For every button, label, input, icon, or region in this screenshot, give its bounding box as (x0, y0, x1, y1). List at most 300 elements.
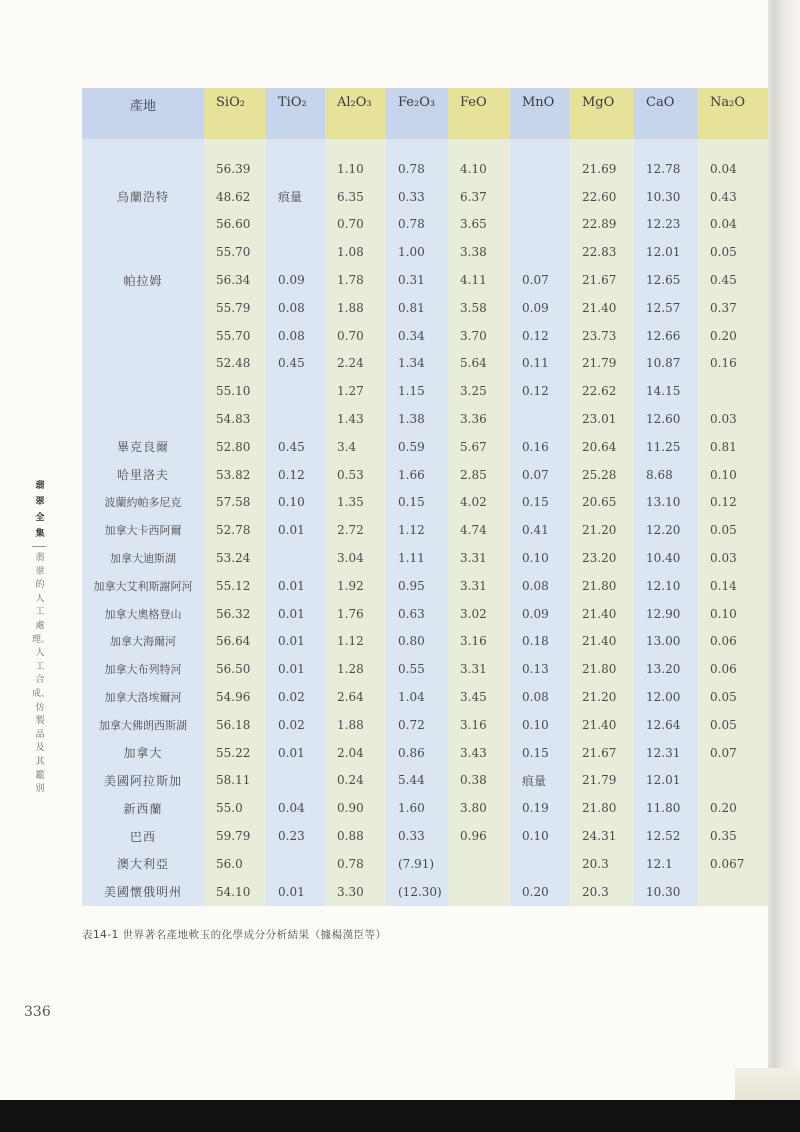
cell-mgo: 21.67 (570, 739, 634, 767)
cell-tio2: 0.01 (266, 572, 325, 600)
table-row (82, 155, 768, 183)
cell-location: 美國阿拉斯加 (82, 767, 204, 795)
cell-location (82, 155, 204, 183)
table-row (82, 294, 768, 322)
cell-al2o3: 3.30 (325, 878, 386, 906)
cell-al2o3: 1.78 (325, 266, 386, 294)
cell-fe2o3: 1.60 (386, 794, 448, 822)
cell-tio2: 0.45 (266, 433, 325, 461)
cell-na2o (698, 377, 768, 405)
cell-feo: 4.10 (448, 155, 510, 183)
cell-fe2o3: 0.86 (386, 739, 448, 767)
cell-mgo: 20.65 (570, 489, 634, 517)
cell-tio2 (266, 850, 325, 878)
cell-cao: 12.23 (634, 211, 698, 239)
cell-cao: 12.01 (634, 767, 698, 795)
cell-al2o3: 0.24 (325, 767, 386, 795)
table-row (82, 683, 768, 711)
table-row (82, 655, 768, 683)
cell-mgo: 21.40 (570, 600, 634, 628)
cell-mno: 0.08 (510, 572, 570, 600)
page-corner (735, 1068, 800, 1100)
cell-feo: 0.38 (448, 767, 510, 795)
cell-feo: 6.37 (448, 183, 510, 211)
header-mgo: MgO (570, 88, 634, 139)
cell-al2o3: 2.72 (325, 516, 386, 544)
cell-al2o3: 0.70 (325, 211, 386, 239)
table-row (82, 600, 768, 628)
cell-sio2: 52.78 (204, 516, 266, 544)
cell-mno: 0.09 (510, 294, 570, 322)
cell-cao: 11.25 (634, 433, 698, 461)
cell-mno: 痕量 (510, 767, 570, 795)
cell-tio2 (266, 544, 325, 572)
cell-location (82, 211, 204, 239)
cell-fe2o3: (12.30) (386, 878, 448, 906)
cell-al2o3: 2.04 (325, 739, 386, 767)
cell-na2o: 0.12 (698, 489, 768, 517)
cell-sio2: 58.11 (204, 767, 266, 795)
cell-mno (510, 211, 570, 239)
cell-cao: 14.15 (634, 377, 698, 405)
cell-cao: 10.30 (634, 183, 698, 211)
cell-na2o: 0.06 (698, 655, 768, 683)
cell-tio2: 痕量 (266, 183, 325, 211)
cell-tio2: 0.45 (266, 350, 325, 378)
cell-fe2o3: 1.12 (386, 516, 448, 544)
cell-sio2: 57.58 (204, 489, 266, 517)
cell-sio2: 56.32 (204, 600, 266, 628)
cell-na2o (698, 878, 768, 906)
cell-mno: 0.19 (510, 794, 570, 822)
cell-sio2: 54.83 (204, 405, 266, 433)
cell-mgo: 22.60 (570, 183, 634, 211)
cell-fe2o3: 1.34 (386, 350, 448, 378)
cell-tio2: 0.10 (266, 489, 325, 517)
chapter-title: 翡翠的人工處理、人工合成、仿製品及其鑑別 (32, 553, 51, 795)
cell-cao: 12.64 (634, 711, 698, 739)
cell-mno (510, 850, 570, 878)
cell-na2o: 0.06 (698, 628, 768, 656)
cell-fe2o3: 0.72 (386, 711, 448, 739)
cell-mgo: 22.62 (570, 377, 634, 405)
cell-fe2o3: 0.59 (386, 433, 448, 461)
cell-tio2: 0.01 (266, 739, 325, 767)
cell-na2o: 0.20 (698, 322, 768, 350)
table-row (82, 628, 768, 656)
cell-mno: 0.12 (510, 377, 570, 405)
cell-mno: 0.16 (510, 433, 570, 461)
table-row (82, 211, 768, 239)
header-fe2o3: Fe₂O₃ (386, 88, 448, 139)
cell-mgo: 21.79 (570, 767, 634, 795)
cell-al2o3: 2.24 (325, 350, 386, 378)
cell-sio2: 55.10 (204, 377, 266, 405)
cell-al2o3: 6.35 (325, 183, 386, 211)
cell-location: 加拿大艾利斯謝阿河 (82, 572, 204, 600)
cell-mno: 0.08 (510, 683, 570, 711)
cell-na2o: 0.10 (698, 600, 768, 628)
cell-mno: 0.15 (510, 489, 570, 517)
cell-fe2o3: 0.31 (386, 266, 448, 294)
cell-mno: 0.15 (510, 739, 570, 767)
cell-feo: 3.16 (448, 711, 510, 739)
table-row (82, 266, 768, 294)
cell-fe2o3: 1.00 (386, 238, 448, 266)
cell-al2o3: 1.12 (325, 628, 386, 656)
cell-cao: 12.78 (634, 155, 698, 183)
cell-mgo: 21.69 (570, 155, 634, 183)
cell-fe2o3: 0.78 (386, 211, 448, 239)
cell-mgo: 20.3 (570, 878, 634, 906)
table-row (82, 238, 768, 266)
cell-mno: 0.10 (510, 822, 570, 850)
cell-sio2: 52.80 (204, 433, 266, 461)
header-cao: CaO (634, 88, 698, 139)
table-row (82, 544, 768, 572)
cell-mgo: 22.83 (570, 238, 634, 266)
table-row (82, 767, 768, 795)
table-row (82, 711, 768, 739)
cell-cao: 12.10 (634, 572, 698, 600)
cell-tio2: 0.01 (266, 878, 325, 906)
cell-al2o3: 0.70 (325, 322, 386, 350)
cell-tio2: 0.01 (266, 600, 325, 628)
cell-cao: 11.80 (634, 794, 698, 822)
cell-sio2: 56.60 (204, 211, 266, 239)
cell-sio2: 56.34 (204, 266, 266, 294)
cell-mno: 0.10 (510, 544, 570, 572)
cell-sio2: 52.48 (204, 350, 266, 378)
cell-al2o3: 0.53 (325, 461, 386, 489)
cell-tio2: 0.01 (266, 516, 325, 544)
table-row (82, 377, 768, 405)
cell-al2o3: 3.4 (325, 433, 386, 461)
cell-mno: 0.18 (510, 628, 570, 656)
cell-tio2 (266, 377, 325, 405)
cell-na2o: 0.067 (698, 850, 768, 878)
cell-cao: 8.68 (634, 461, 698, 489)
cell-fe2o3: 0.63 (386, 600, 448, 628)
cell-mno (510, 405, 570, 433)
cell-mgo: 21.40 (570, 628, 634, 656)
cell-fe2o3: 1.04 (386, 683, 448, 711)
cell-feo: 3.31 (448, 655, 510, 683)
cell-na2o: 0.81 (698, 433, 768, 461)
cell-sio2: 54.10 (204, 878, 266, 906)
cell-location (82, 322, 204, 350)
cell-mgo: 21.80 (570, 655, 634, 683)
table-row (82, 739, 768, 767)
cell-fe2o3: 0.33 (386, 822, 448, 850)
cell-cao: 13.20 (634, 655, 698, 683)
header-feo: FeO (448, 88, 510, 139)
cell-mno (510, 238, 570, 266)
cell-al2o3: 0.78 (325, 850, 386, 878)
cell-tio2: 0.02 (266, 711, 325, 739)
cell-feo: 3.36 (448, 405, 510, 433)
cell-location: 加拿大 (82, 739, 204, 767)
cell-feo: 3.38 (448, 238, 510, 266)
cell-cao: 10.87 (634, 350, 698, 378)
cell-location: 烏蘭浩特 (82, 183, 204, 211)
cell-na2o: 0.05 (698, 683, 768, 711)
cell-fe2o3: 0.55 (386, 655, 448, 683)
page-number: 336 (24, 1004, 51, 1020)
cell-al2o3: 1.76 (325, 600, 386, 628)
cell-al2o3: 1.08 (325, 238, 386, 266)
cell-al2o3: 2.64 (325, 683, 386, 711)
cell-tio2: 0.09 (266, 266, 325, 294)
cell-location (82, 350, 204, 378)
table-row (82, 878, 768, 906)
table-row (82, 322, 768, 350)
cell-al2o3: 1.43 (325, 405, 386, 433)
cell-na2o: 0.20 (698, 794, 768, 822)
cell-sio2: 59.79 (204, 822, 266, 850)
cell-tio2 (266, 405, 325, 433)
cell-feo: 0.96 (448, 822, 510, 850)
cell-tio2: 0.08 (266, 322, 325, 350)
cell-sio2: 55.70 (204, 238, 266, 266)
cell-location: 加拿大佛朗西斯湖 (82, 711, 204, 739)
table-row (82, 516, 768, 544)
header-al2o3: Al₂O₃ (325, 88, 386, 139)
cell-sio2: 56.0 (204, 850, 266, 878)
table-row (82, 405, 768, 433)
cell-feo (448, 878, 510, 906)
cell-fe2o3: 1.38 (386, 405, 448, 433)
table-row (82, 433, 768, 461)
header-tio2: TiO₂ (266, 88, 325, 139)
cell-location: 美國懷俄明州 (82, 878, 204, 906)
cell-sio2: 53.82 (204, 461, 266, 489)
cell-mgo: 23.20 (570, 544, 634, 572)
cell-mno: 0.07 (510, 266, 570, 294)
cell-feo: 3.65 (448, 211, 510, 239)
cell-mgo: 22.89 (570, 211, 634, 239)
header-mno: MnO (510, 88, 570, 139)
cell-cao: 12.31 (634, 739, 698, 767)
cell-fe2o3: 1.11 (386, 544, 448, 572)
cell-fe2o3: 1.66 (386, 461, 448, 489)
cell-feo: 3.25 (448, 377, 510, 405)
cell-mgo: 21.67 (570, 266, 634, 294)
cell-sio2: 56.39 (204, 155, 266, 183)
cell-location: 加拿大海爾河 (82, 628, 204, 656)
cell-sio2: 53.24 (204, 544, 266, 572)
cell-location: 哈里洛夫 (82, 461, 204, 489)
cell-na2o: 0.35 (698, 822, 768, 850)
cell-al2o3: 1.10 (325, 155, 386, 183)
cell-mgo: 21.80 (570, 572, 634, 600)
cell-feo: 3.31 (448, 572, 510, 600)
cell-sio2: 56.64 (204, 628, 266, 656)
cell-sio2: 55.12 (204, 572, 266, 600)
cell-feo: 3.31 (448, 544, 510, 572)
cell-cao: 12.66 (634, 322, 698, 350)
cell-feo: 4.74 (448, 516, 510, 544)
cell-fe2o3: 1.15 (386, 377, 448, 405)
cell-fe2o3: (7.91) (386, 850, 448, 878)
cell-mgo: 20.64 (570, 433, 634, 461)
table-caption: 表14-1 世界著名產地軟玉的化學成分分析結果（據楊漢臣等） (82, 929, 387, 941)
cell-fe2o3: 0.33 (386, 183, 448, 211)
cell-na2o: 0.10 (698, 461, 768, 489)
table-spacer-row (82, 139, 768, 155)
cell-mgo: 25.28 (570, 461, 634, 489)
cell-mno: 0.12 (510, 322, 570, 350)
cell-feo: 3.70 (448, 322, 510, 350)
cell-feo: 3.43 (448, 739, 510, 767)
cell-location (82, 377, 204, 405)
cell-location: 波蘭約帕多尼克 (82, 489, 204, 517)
cell-feo: 4.11 (448, 266, 510, 294)
cell-na2o: 0.14 (698, 572, 768, 600)
cell-tio2: 0.04 (266, 794, 325, 822)
cell-fe2o3: 0.80 (386, 628, 448, 656)
cell-cao: 10.40 (634, 544, 698, 572)
cell-feo: 3.16 (448, 628, 510, 656)
cell-mno: 0.09 (510, 600, 570, 628)
cell-al2o3: 1.88 (325, 294, 386, 322)
cell-tio2: 0.01 (266, 628, 325, 656)
cell-location: 加拿大卡西阿爾 (82, 516, 204, 544)
cell-mno (510, 155, 570, 183)
cell-na2o: 0.03 (698, 544, 768, 572)
table-row (82, 461, 768, 489)
cell-al2o3: 3.04 (325, 544, 386, 572)
cell-location: 畢克良爾 (82, 433, 204, 461)
cell-feo: 5.64 (448, 350, 510, 378)
cell-cao: 12.52 (634, 822, 698, 850)
cell-fe2o3: 0.34 (386, 322, 448, 350)
table-row (82, 350, 768, 378)
cell-fe2o3: 0.78 (386, 155, 448, 183)
cell-mno: 0.20 (510, 878, 570, 906)
cell-na2o: 0.37 (698, 294, 768, 322)
cell-mgo: 24.31 (570, 822, 634, 850)
cell-fe2o3: 0.95 (386, 572, 448, 600)
cell-feo: 4.02 (448, 489, 510, 517)
cell-cao: 13.00 (634, 628, 698, 656)
cell-tio2: 0.23 (266, 822, 325, 850)
cell-sio2: 55.70 (204, 322, 266, 350)
cell-al2o3: 0.88 (325, 822, 386, 850)
header-sio2: SiO₂ (204, 88, 266, 139)
cell-feo (448, 850, 510, 878)
cell-tio2: 0.08 (266, 294, 325, 322)
cell-al2o3: 1.35 (325, 489, 386, 517)
cell-cao: 12.57 (634, 294, 698, 322)
table-row (82, 822, 768, 850)
cell-mgo: 21.20 (570, 683, 634, 711)
cell-na2o: 0.05 (698, 711, 768, 739)
cell-cao: 12.1 (634, 850, 698, 878)
cell-cao: 13.10 (634, 489, 698, 517)
cell-feo: 2.85 (448, 461, 510, 489)
cell-cao: 12.90 (634, 600, 698, 628)
cell-mno (510, 183, 570, 211)
cell-na2o: 0.04 (698, 155, 768, 183)
cell-mno: 0.11 (510, 350, 570, 378)
cell-na2o: 0.04 (698, 211, 768, 239)
cell-location: 加拿大奧格登山 (82, 600, 204, 628)
cell-sio2: 55.22 (204, 739, 266, 767)
cell-tio2 (266, 238, 325, 266)
cell-sio2: 55.0 (204, 794, 266, 822)
page-edge (768, 0, 800, 1100)
cell-al2o3: 1.88 (325, 711, 386, 739)
table-row (82, 572, 768, 600)
cell-feo: 3.80 (448, 794, 510, 822)
cell-mgo: 21.79 (570, 350, 634, 378)
cell-location (82, 238, 204, 266)
cell-na2o: 0.03 (698, 405, 768, 433)
cell-location: 澳大利亞 (82, 850, 204, 878)
cell-tio2: 0.02 (266, 683, 325, 711)
cell-na2o (698, 767, 768, 795)
cell-cao: 12.60 (634, 405, 698, 433)
cell-tio2: 0.12 (266, 461, 325, 489)
cell-al2o3: 1.28 (325, 655, 386, 683)
cell-feo: 5.67 (448, 433, 510, 461)
cell-fe2o3: 0.15 (386, 489, 448, 517)
cell-al2o3: 1.92 (325, 572, 386, 600)
cell-location (82, 294, 204, 322)
cell-mgo: 21.20 (570, 516, 634, 544)
cell-location: 加拿大洛埃爾河 (82, 683, 204, 711)
table-row (82, 183, 768, 211)
header-location: 產地 (82, 88, 204, 139)
table-row (82, 794, 768, 822)
cell-na2o: 0.05 (698, 238, 768, 266)
cell-location (82, 405, 204, 433)
cell-location: 新西蘭 (82, 794, 204, 822)
cell-location: 巴西 (82, 822, 204, 850)
scan-border (0, 1100, 800, 1132)
cell-fe2o3: 5.44 (386, 767, 448, 795)
cell-mgo: 21.40 (570, 294, 634, 322)
cell-location: 加拿大迪斯湖 (82, 544, 204, 572)
cell-location: 加拿大布列特河 (82, 655, 204, 683)
cell-location: 帕拉姆 (82, 266, 204, 294)
header-na2o: Na₂O (698, 88, 768, 139)
cell-na2o: 0.05 (698, 516, 768, 544)
cell-na2o: 0.07 (698, 739, 768, 767)
side-divider (32, 546, 46, 547)
cell-mgo: 21.80 (570, 794, 634, 822)
cell-sio2: 56.50 (204, 655, 266, 683)
cell-al2o3: 1.27 (325, 377, 386, 405)
cell-feo: 3.02 (448, 600, 510, 628)
cell-tio2: 0.01 (266, 655, 325, 683)
cell-mgo: 23.01 (570, 405, 634, 433)
cell-na2o: 0.43 (698, 183, 768, 211)
cell-tio2 (266, 211, 325, 239)
table-row (82, 850, 768, 878)
composition-table (82, 88, 768, 906)
cell-sio2: 48.62 (204, 183, 266, 211)
cell-sio2: 56.18 (204, 711, 266, 739)
cell-tio2 (266, 767, 325, 795)
cell-tio2 (266, 155, 325, 183)
cell-mno: 0.10 (510, 711, 570, 739)
cell-feo: 3.45 (448, 683, 510, 711)
composition-table-container (82, 88, 768, 902)
cell-al2o3: 0.90 (325, 794, 386, 822)
cell-mgo: 20.3 (570, 850, 634, 878)
